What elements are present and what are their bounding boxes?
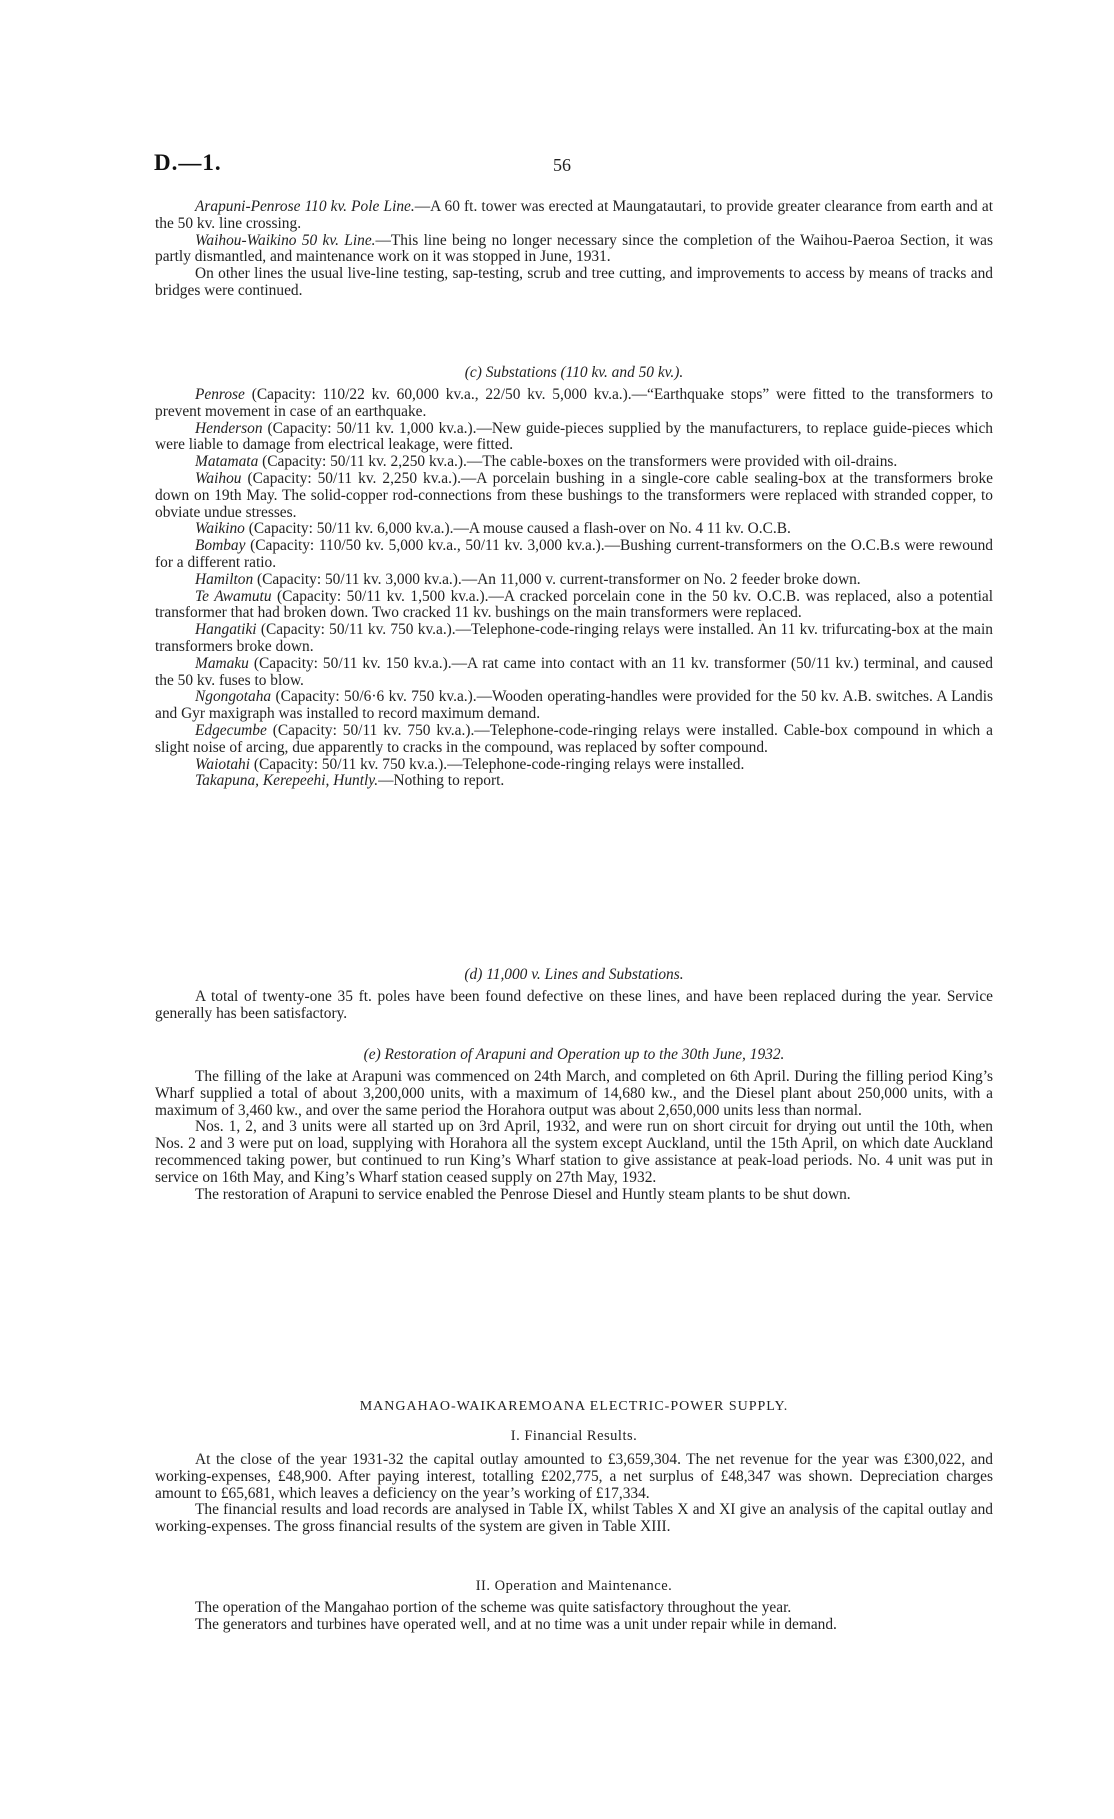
document-code: D.—1. bbox=[154, 150, 222, 175]
paragraph-text: The generators and turbines have operated well, and at no time was a unit under repair while in demand. bbox=[195, 1615, 837, 1633]
section-c-title: (c) Substations (110 kv. and 50 kv.). bbox=[464, 364, 684, 381]
paragraph bbox=[155, 589, 993, 623]
section-e-body bbox=[155, 1069, 993, 1203]
paragraph bbox=[155, 266, 993, 300]
department-title: MANGAHAO-WAIKAREMOANA ELECTRIC-POWER SUPPLY. bbox=[359, 1399, 789, 1414]
paragraph-text: (Capacity: 50/11 kv. 750 kv.a.).—Telephone-code-ringing relays were installed. An 11 kv. trifurcating-box at the main transformers broke down. bbox=[155, 621, 993, 655]
section-d-title: (d) 11,000 v. Lines and Substations. bbox=[464, 966, 684, 983]
operation-maintenance-title: II. Operation and Maintenance. bbox=[475, 1578, 673, 1594]
paragraph-lead: Te Awamutu bbox=[195, 587, 272, 605]
paragraph bbox=[155, 989, 993, 1023]
paragraph-text: (Capacity: 50/11 kv. 1,500 kv.a.).—A cracked porcelain cone in the 50 kv. O.C.B. was replaced, also a potential transformer that had broken down. Two cracked 11 kv. bushings on the main transformers were replaced. bbox=[155, 587, 993, 622]
paragraph bbox=[155, 1600, 993, 1617]
paragraph bbox=[155, 454, 993, 471]
paragraph-text: (Capacity: 50/11 kv. 150 kv.a.).—A rat came into contact with an 11 kv. transformer (50/11 kv.) terminal, and caused the 50 kv. fuses to blow. bbox=[155, 654, 993, 689]
paragraph-lead: Ngongotaha bbox=[195, 688, 272, 706]
paragraph-lead: Arapuni-Penrose 110 kv. Pole Line. bbox=[195, 198, 415, 215]
paragraph bbox=[155, 233, 993, 267]
paragraph-text: (Capacity: 50/6·6 kv. 750 kv.a.).—Wooden operating-handles were provided for the 50 kv. A.B. switches. A Landis and Gyr maxigraph was installed to record maximum demand. bbox=[155, 688, 993, 723]
paragraph bbox=[155, 689, 993, 723]
paragraph-lead: Bombay bbox=[195, 537, 246, 555]
paragraph-text: (Capacity: 50/11 kv. 750 kv.a.).—Telephone-code-ringing relays were installed. Cable-box compound in which a slight noise of arcing, due apparently to cracks in the compound, was replaced by softer compound. bbox=[155, 721, 993, 756]
paragraph bbox=[155, 773, 993, 790]
paragraph-text: The operation of the Mangahao portion of the scheme was quite satisfactory throughout the year. bbox=[195, 1599, 792, 1616]
paragraph-lead: Waihou-Waikino 50 kv. Line. bbox=[195, 231, 376, 249]
paragraph-text: (Capacity: 50/11 kv. 6,000 kv.a.).—A mouse caused a flash-over on No. 4 11 kv. O.C.B. bbox=[244, 520, 791, 538]
paragraph bbox=[155, 757, 993, 774]
paragraph-text: The restoration of Arapuni to service enabled the Penrose Diesel and Huntly steam plants to be shut down. bbox=[195, 1185, 851, 1203]
paragraph bbox=[155, 622, 993, 656]
paragraph-text: (Capacity: 50/11 kv. 2,250 kv.a.).—The cable-boxes on the transformers were provided with oil-drains. bbox=[258, 453, 898, 471]
paragraph bbox=[155, 199, 993, 233]
paragraph bbox=[155, 421, 993, 455]
paragraph-text: —This line being no longer necessary since the completion of the Waihou-Paeroa Section, it was partly dismantled, and maintenance work on it was stopped in June, 1931. bbox=[155, 231, 993, 266]
paragraph-lead: Takapuna, Kerepeehi, Huntly. bbox=[195, 772, 379, 790]
paragraph-lead: Waikino bbox=[195, 520, 245, 538]
paragraph-lead: Matamata bbox=[195, 453, 259, 471]
paragraph-text: The financial results and load records are analysed in Table IX, whilst Tables X and XI give an analysis of the capital outlay and working-expenses. The gross financial results of the system are given in Table XIII. bbox=[155, 1501, 993, 1536]
paragraph bbox=[155, 1617, 993, 1634]
paragraph bbox=[155, 656, 993, 690]
paragraph bbox=[155, 471, 993, 521]
paragraph-lead: Mamaku bbox=[195, 654, 249, 672]
paragraph-text: At the close of the year 1931-32 the capital outlay amounted to £3,659,304. The net revenue for the year was £300,022, and working-expenses, £48,900. After paying interest, totalling £202,775, a net surplus of £48,347 was shown. Depreciation charges amount to £65,681, which leaves a deficiency on the year’s working of £17,334. bbox=[155, 1451, 993, 1502]
paragraph-text: Nos. 1, 2, and 3 units were all started up on 3rd April, 1932, and were run on short circuit for drying out until the 10th, when Nos. 2 and 3 were put on load, supplying with Horahora all the system except Auckland, until the 15th April, on which date Auckland recommenced taking power, but continued to run King’s Wharf station to give assistance at peak-load periods. No. 4 unit was put in service on 16th May, and King’s Wharf station ceased supply on 27th May, 1932. bbox=[155, 1118, 993, 1186]
paragraph bbox=[155, 723, 993, 757]
financial-results-title: I. Financial Results. bbox=[510, 1428, 638, 1444]
paragraph-text: The filling of the lake at Arapuni was commenced on 24th March, and completed on 6th April. During the filling period King’s Wharf supplied a total of about 3,200,000 units, with a maximum of 14,680 kw., and the Diesel plant about 250,000 units, with a maximum of 3,460 kw., and over the same period the Horahora output was about 2,650,000 units less than normal. bbox=[155, 1068, 993, 1119]
section-c-body bbox=[155, 387, 993, 790]
paragraph-text: (Capacity: 110/22 kv. 60,000 kv.a., 22/50 kv. 5,000 kv.a.).—“Earthquake stops” were fitted to the transformers to prevent movement in case of an earthquake. bbox=[155, 386, 993, 420]
intro-block bbox=[155, 199, 993, 300]
financial-results-body bbox=[155, 1452, 993, 1536]
paragraph-lead: Penrose bbox=[195, 386, 245, 403]
paragraph-lead: Hamilton bbox=[195, 570, 254, 588]
paragraph bbox=[155, 538, 993, 572]
operation-maintenance-body bbox=[155, 1600, 993, 1634]
paragraph-lead: Hangatiki bbox=[195, 621, 257, 639]
paragraph-text: A total of twenty-one 35 ft. poles have been found defective on these lines, and have been replaced during the year. Service generally has been satisfactory. bbox=[155, 988, 993, 1022]
paragraph-text: On other lines the usual live-line testing, sap-testing, scrub and tree cutting, and improvements to access by means of tracks and bridges were continued. bbox=[155, 265, 993, 299]
paragraph bbox=[155, 1069, 993, 1119]
paragraph-lead: Waihou bbox=[195, 469, 242, 487]
paragraph bbox=[155, 1119, 993, 1186]
section-d-body bbox=[155, 989, 993, 1023]
paragraph bbox=[155, 521, 993, 538]
paragraph-text: —Nothing to report. bbox=[378, 772, 505, 790]
paragraph-text: (Capacity: 110/50 kv. 5,000 kv.a., 50/11 kv. 3,000 kv.a.).—Bushing current-transformers on the O.C.B.s were rewound for a different ratio. bbox=[155, 537, 993, 571]
section-e-title: (e) Restoration of Arapuni and Operation up to the 30th June, 1932. bbox=[363, 1046, 785, 1063]
paragraph bbox=[155, 1502, 993, 1536]
paragraph bbox=[155, 1452, 993, 1502]
paragraph-text: —A 60 ft. tower was erected at Maungatautari, to provide greater clearance from earth and at the 50 kv. line crossing. bbox=[155, 198, 993, 232]
paragraph-text: (Capacity: 50/11 kv. 750 kv.a.).—Telephone-code-ringing relays were installed. bbox=[250, 755, 745, 773]
paragraph-lead: Henderson bbox=[195, 419, 263, 437]
paragraph bbox=[155, 572, 993, 589]
paragraph-text: (Capacity: 50/11 kv. 2,250 kv.a.).—A porcelain bushing in a single-core cable sealing-box at the transformers broke down on 19th May. The solid-copper rod-connections from these bushings to the transformers were replaced with stranded copper, to obviate undue stresses. bbox=[155, 469, 993, 521]
paragraph-lead: Waiotahi bbox=[195, 755, 251, 773]
paragraph bbox=[155, 387, 993, 421]
paragraph bbox=[155, 1187, 993, 1204]
paragraph-text: (Capacity: 50/11 kv. 3,000 kv.a.).—An 11,000 v. current-transformer on No. 2 feeder broke down. bbox=[253, 570, 861, 588]
paragraph-lead: Edgecumbe bbox=[195, 721, 267, 739]
page-number: 56 bbox=[553, 155, 571, 175]
paragraph-text: (Capacity: 50/11 kv. 1,000 kv.a.).—New guide-pieces supplied by the manufacturers, to replace guide-pieces which were liable to damage from electrical leakage, were fitted. bbox=[155, 419, 993, 454]
